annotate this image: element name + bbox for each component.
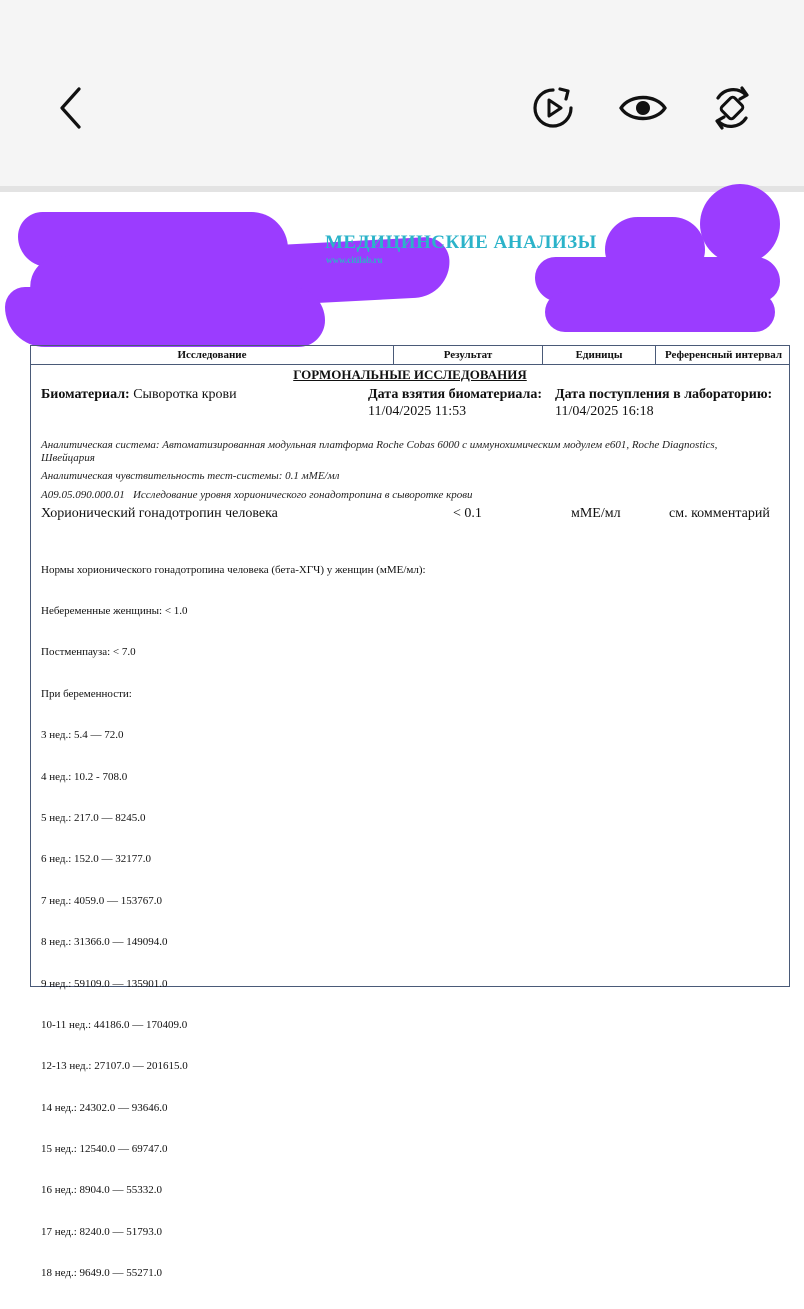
norms-line: 15 нед.: 12540.0 — 69747.0	[41, 1143, 168, 1156]
col-header-result: Результат	[394, 346, 543, 364]
result-reference: см. комментарий	[669, 506, 770, 521]
lab-brand-title: МЕДИЦИНСКИЕ АНАЛИЗЫ	[325, 232, 597, 253]
view-button[interactable]	[615, 80, 671, 136]
norms-line: 16 нед.: 8904.0 — 55332.0	[41, 1184, 163, 1197]
col-header-study: Исследование	[31, 346, 394, 364]
chevron-left-icon	[57, 86, 87, 130]
received-value: 11/04/2025 16:18	[555, 404, 654, 419]
norms-line: 8 нед.: 31366.0 — 149094.0	[41, 936, 168, 949]
back-button[interactable]	[44, 80, 100, 136]
rotate-icon	[709, 85, 755, 131]
result-units: мМЕ/мл	[571, 506, 621, 521]
lab-brand-url: www.citilab.ru	[326, 255, 383, 265]
section-title: ГОРМОНАЛЬНЫЕ ИССЛЕДОВАНИЯ	[293, 367, 527, 382]
norms-line: 12-13 нед.: 27107.0 — 201615.0	[41, 1060, 188, 1073]
norms-line: 3 нед.: 5.4 — 72.0	[41, 729, 124, 742]
norms-line: 17 нед.: 8240.0 — 51793.0	[41, 1225, 163, 1238]
norms-line: 9 нед.: 59109.0 — 135901.0	[41, 977, 168, 990]
result-value: < 0.1	[453, 506, 482, 521]
received-label: Дата поступления в лабораторию:	[555, 387, 773, 402]
lab-report-document	[0, 192, 804, 1280]
norms-line: Небеременные женщины: < 1.0	[41, 604, 188, 617]
norms-line: 10-11 нед.: 44186.0 — 170409.0	[41, 1018, 188, 1031]
biomaterial-label: Биоматериал:	[41, 387, 130, 402]
analytic-system-line1: Аналитическая система: Автоматизированная модульная платформа Roche Cobas 6000 с иммунохимическим модулем e601, Roche Diagnostics,	[41, 439, 718, 451]
norms-line: 7 нед.: 4059.0 — 153767.0	[41, 894, 163, 907]
biomaterial-value: Сыворотка крови	[133, 387, 237, 402]
test-code: A09.05.090.000.01 Исследование уровня хорионического гонадотропина в сыворотке крови	[41, 489, 473, 501]
norms-line: Нормы хорионического гонадотропина человека (бета-ХГЧ) у женщин (мМЕ/мл):	[41, 563, 426, 576]
norms-line: 4 нед.: 10.2 - 708.0	[41, 770, 128, 783]
redaction-mark	[700, 184, 780, 264]
slideshow-button[interactable]	[525, 80, 581, 136]
norms-line: 14 нед.: 24302.0 — 93646.0	[41, 1101, 168, 1114]
rotate-button[interactable]	[704, 80, 760, 136]
hcg-norms-list	[41, 536, 426, 1309]
norms-line: 5 нед.: 217.0 — 8245.0	[41, 811, 146, 824]
col-header-units: Единицы	[543, 346, 656, 364]
eye-icon	[618, 90, 668, 126]
norms-line: 6 нед.: 152.0 — 32177.0	[41, 853, 152, 866]
sensitivity-note: Аналитическая чувствительность тест-системы: 0.1 мМЕ/мл	[41, 470, 340, 482]
results-table	[30, 345, 790, 1280]
norms-line: 18 нед.: 9649.0 — 55271.0	[41, 1267, 163, 1280]
norms-line: Постменпауза: < 7.0	[41, 646, 136, 659]
redaction-mark	[5, 287, 325, 347]
play-refresh-icon	[530, 85, 576, 131]
biomaterial	[41, 387, 237, 403]
analytic-system-line2: Швейцария	[41, 452, 95, 464]
col-header-reference: Референсный интервал	[664, 349, 783, 361]
collected-label: Дата взятия биоматериала:	[368, 387, 543, 402]
redaction-mark	[545, 292, 775, 332]
viewer-toolbar	[0, 0, 804, 186]
table-header	[31, 346, 789, 365]
norms-line: При беременности:	[41, 687, 132, 700]
collected-value: 11/04/2025 11:53	[368, 404, 467, 419]
result-name: Хорионический гонадотропин человека	[41, 506, 278, 521]
